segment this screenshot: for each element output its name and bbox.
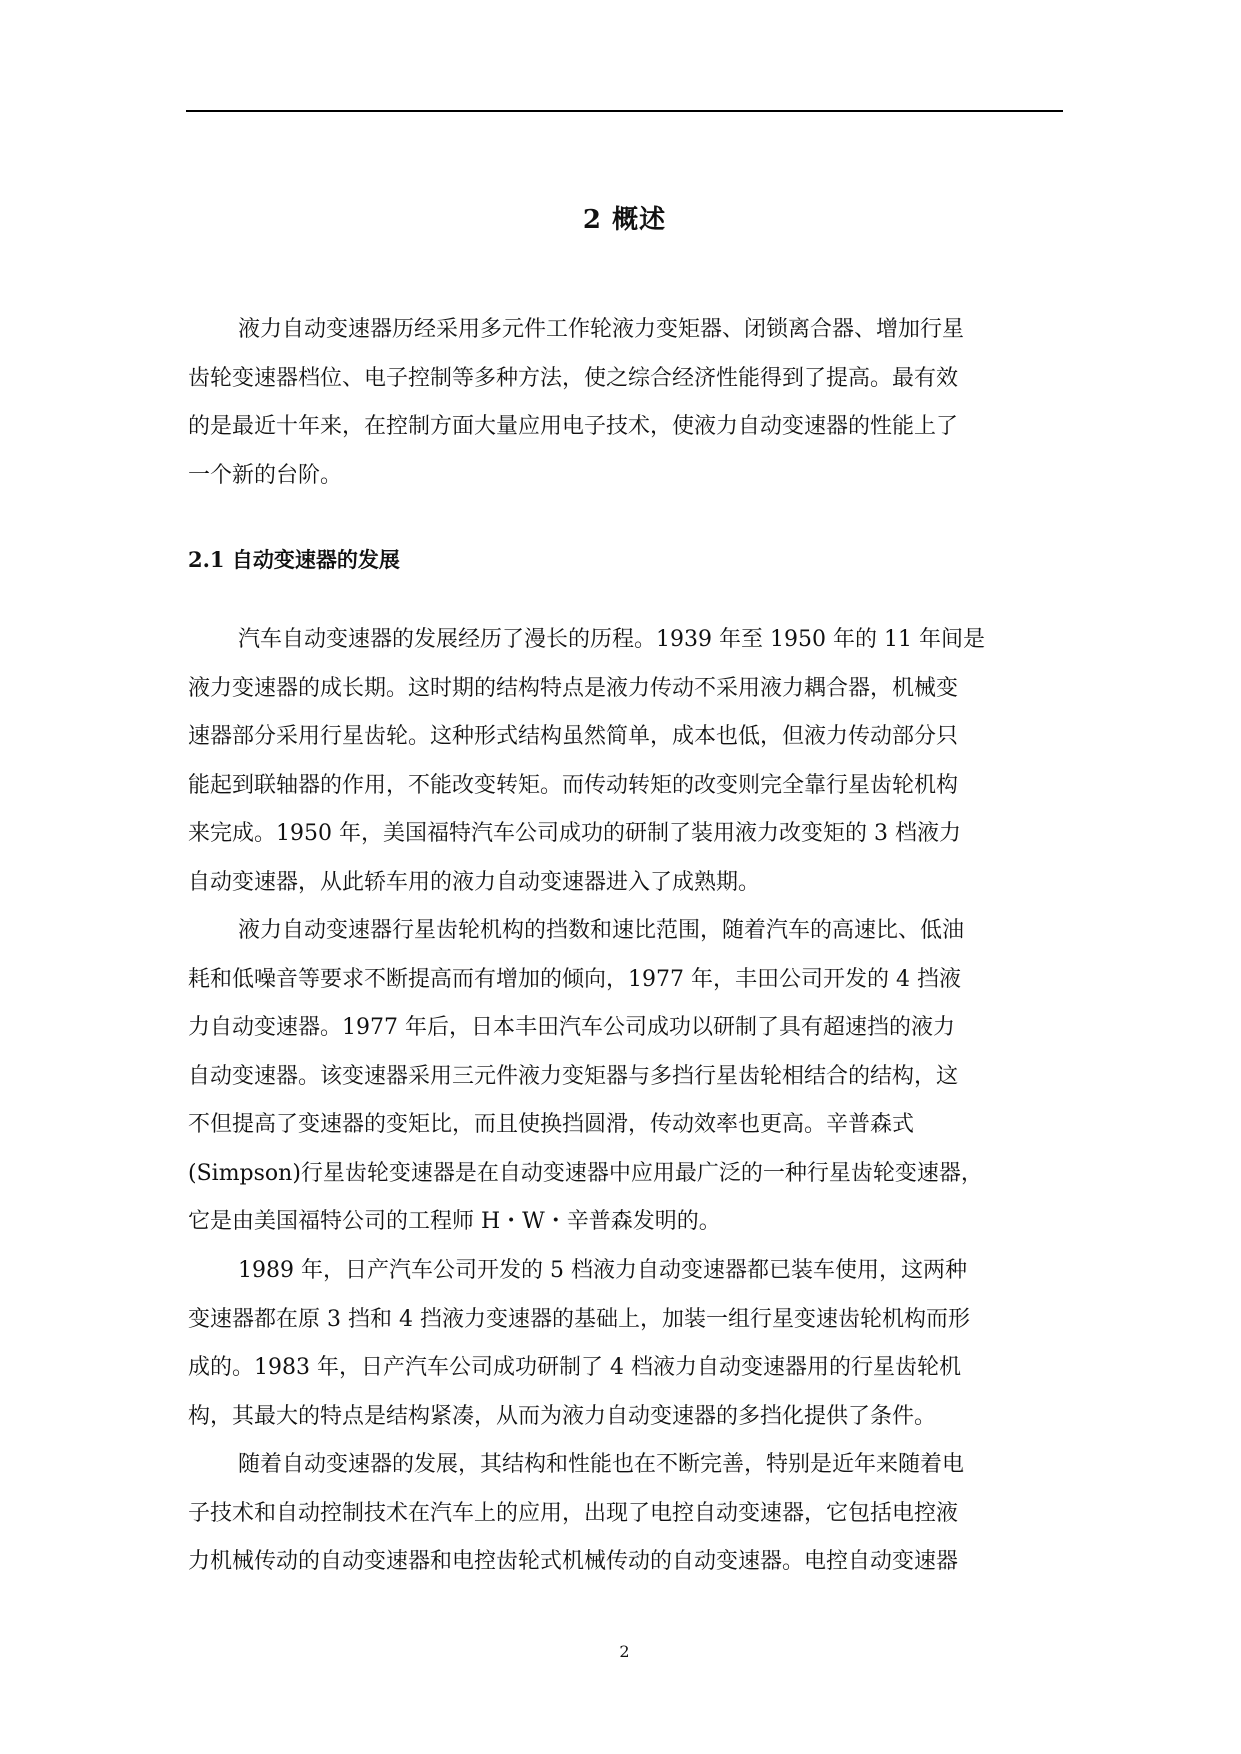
paragraph-line: 子技术和自动控制技术在汽车上的应用，出现了电控自动变速器，它包括电控液 (188, 1500, 959, 1526)
paragraph-line: 成的。1983 年，日产汽车公司成功研制了 4 档液力自动变速器用的行星齿轮机 (188, 1355, 961, 1380)
paragraph-line: 耗和低噪音等要求不断提高而有增加的倾向，1977 年，丰田公司开发的 4 挡液 (188, 966, 961, 992)
page-number: 2 (619, 1642, 630, 1661)
paragraph-line: 构，其最大的特点是结构紧凑，从而为液力自动变速器的多挡化提供了条件。 (188, 1403, 937, 1429)
paragraph-line: 自动变速器。该变速器采用三元件液力变矩器与多挡行星齿轮相结合的结构，这 (188, 1063, 959, 1089)
paragraph-line: 来完成。1950 年，美国福特汽车公司成功的研制了装用液力改变矩的 3 档液力 (188, 821, 961, 846)
paragraph-line: 不但提高了变速器的变矩比，而且使换挡圆滑，传动效率也更高。辛普森式 (188, 1112, 915, 1137)
chapter-title: 2 概述 (582, 205, 667, 235)
paragraph-line: 力机械传动的自动变速器和电控齿轮式机械传动的自动变速器。电控自动变速器 (188, 1549, 959, 1574)
paragraph-line: 自动变速器，从此轿车用的液力自动变速器进入了成熟期。 (188, 869, 761, 895)
paragraph-line: 1989 年，日产汽车公司开发的 5 档液力自动变速器都已装车使用，这两种 (238, 1258, 967, 1283)
paragraph-line: 它是由美国福特公司的工程师 H・W・辛普森发明的。 (188, 1209, 721, 1234)
paragraph-line: 液力自动变速器行星齿轮机构的挡数和速比范围，随着汽车的高速比、低油 (238, 918, 965, 943)
paragraph-line: (Simpson)行星齿轮变速器是在自动变速器中应用最广泛的一种行星齿轮变速器， (188, 1160, 983, 1186)
header-rule (186, 110, 1063, 112)
body-paragraph-3 (188, 1247, 970, 1441)
paragraph-line: 速器部分采用行星齿轮。这种形式结构虽然简单，成本也低，但液力传动部分只 (188, 724, 959, 749)
paragraph-line: 能起到联轴器的作用，不能改变转矩。而传动转矩的改变则完全靠行星齿轮机构 (188, 772, 959, 798)
paragraph-line: 液力变速器的成长期。这时期的结构特点是液力传动不采用液力耦合器，机械变 (188, 675, 959, 701)
paragraph-line: 齿轮变速器档位、电子控制等多种方法，使之综合经济性能得到了提高。最有效 (188, 365, 959, 391)
paragraph-line: 汽车自动变速器的发展经历了漫长的历程。1939 年至 1950 年的 11 年间是 (238, 627, 985, 652)
paragraph-line: 变速器都在原 3 挡和 4 挡液力变速器的基础上，加装一组行星变速齿轮机构而形 (188, 1306, 970, 1332)
paragraph-line: 随着自动变速器的发展，其结构和性能也在不断完善，特别是近年来随着电 (238, 1452, 965, 1477)
paragraph-line: 液力自动变速器历经采用多元件工作轮液力变矩器、闭锁离合器、增加行星 (238, 317, 965, 342)
body-paragraph-4 (188, 1441, 964, 1587)
body-paragraph-2 (188, 907, 983, 1247)
paragraph-line: 一个新的台阶。 (188, 462, 343, 488)
intro-paragraph (188, 306, 964, 500)
paragraph-line: 力自动变速器。1977 年后，日本丰田汽车公司成功以研制了具有超速挡的液力 (188, 1015, 955, 1040)
paragraph-line: 的是最近十年来，在控制方面大量应用电子技术，使液力自动变速器的性能上了 (188, 414, 959, 439)
body-paragraph-1 (188, 616, 985, 907)
section-title: 2.1 自动变速器的发展 (188, 547, 400, 572)
